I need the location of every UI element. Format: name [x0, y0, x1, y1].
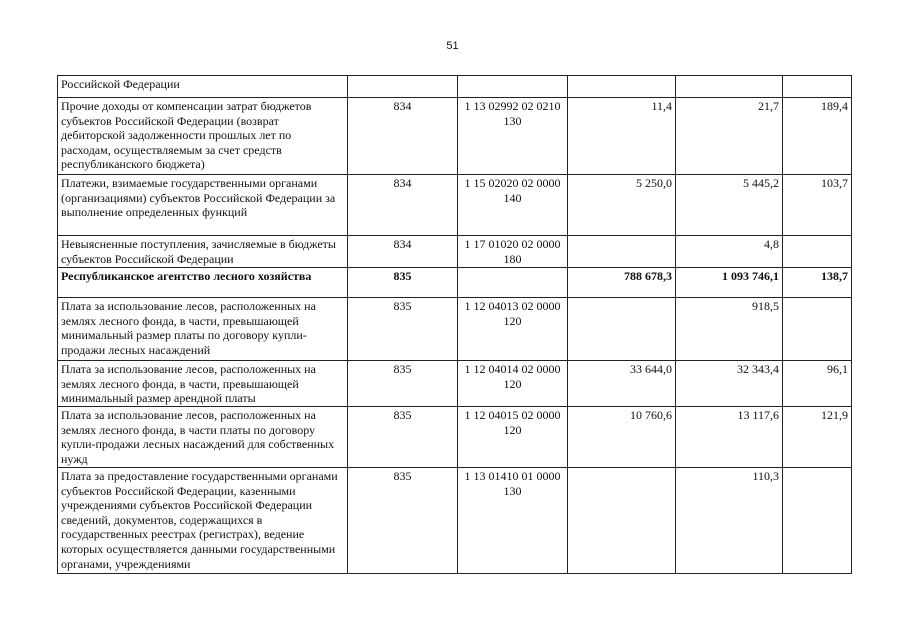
row-budget-code: [458, 268, 568, 298]
row-value-actual: 1 093 746,1: [676, 268, 783, 298]
row-name: Плата за использование лесов, расположенных на землях лесного фонда, в части платы по договору купли-продажи лесных насаждений для собственных нужд: [58, 407, 348, 468]
row-percent: 121,9: [783, 407, 852, 468]
row-percent: [783, 468, 852, 574]
row-budget-code: 1 12 04015 02 0000 120: [458, 407, 568, 468]
row-value-plan: 33 644,0: [568, 361, 676, 407]
table-row: [58, 298, 852, 361]
table-row: [58, 468, 852, 574]
table-row: [58, 175, 852, 236]
row-value-actual: 5 445,2: [676, 175, 783, 236]
row-value-actual: 13 117,6: [676, 407, 783, 468]
row-admin-code: 835: [348, 298, 458, 361]
row-value-plan: 11,4: [568, 98, 676, 175]
row-value-actual: 32 343,4: [676, 361, 783, 407]
row-value-actual: 918,5: [676, 298, 783, 361]
row-admin-code: 834: [348, 236, 458, 268]
row-value-plan: [568, 236, 676, 268]
row-admin-code: 834: [348, 98, 458, 175]
row-percent: [783, 236, 852, 268]
row-budget-code: 1 15 02020 02 0000 140: [458, 175, 568, 236]
row-name: Республиканское агентство лесного хозяйства: [58, 268, 348, 298]
row-budget-code: [458, 76, 568, 98]
row-budget-code: 1 12 04013 02 0000 120: [458, 298, 568, 361]
row-percent: 103,7: [783, 175, 852, 236]
row-admin-code: 835: [348, 407, 458, 468]
row-value-actual: 4,8: [676, 236, 783, 268]
row-value-plan: 788 678,3: [568, 268, 676, 298]
row-admin-code: 834: [348, 175, 458, 236]
row-value-plan: 10 760,6: [568, 407, 676, 468]
table-row: [58, 407, 852, 468]
row-name: Плата за предоставление государственными органами субъектов Российской Федерации, казенными учреждениями субъектов Российской Федерации сведений, документов, содержащихся в государственных реестрах (регистрах), ведение которых осуществляется данными государственными органами, учреждениями: [58, 468, 348, 574]
page-number: 51: [446, 40, 459, 52]
table-row: [58, 98, 852, 175]
row-name: Платежи, взимаемые государственными органами (организациями) субъектов Российской Федерации за выполнение определенных функций: [58, 175, 348, 236]
row-value-actual: 110,3: [676, 468, 783, 574]
row-admin-code: [348, 76, 458, 98]
row-value-plan: 5 250,0: [568, 175, 676, 236]
row-percent: 189,4: [783, 98, 852, 175]
row-name: Плата за использование лесов, расположенных на землях лесного фонда, в части, превышающей минимальный размер платы по договору купли-продажи лесных насаждений: [58, 298, 348, 361]
row-value-plan: [568, 76, 676, 98]
row-budget-code: 1 17 01020 02 0000 180: [458, 236, 568, 268]
row-budget-code: 1 13 01410 01 0000 130: [458, 468, 568, 574]
row-percent: 96,1: [783, 361, 852, 407]
row-budget-code: 1 13 02992 02 0210 130: [458, 98, 568, 175]
table-row: [58, 361, 852, 407]
table-row: [58, 236, 852, 268]
row-percent: 138,7: [783, 268, 852, 298]
row-admin-code: 835: [348, 468, 458, 574]
row-name: Невыясненные поступления, зачисляемые в бюджеты субъектов Российской Федерации: [58, 236, 348, 268]
row-value-plan: [568, 298, 676, 361]
row-value-plan: [568, 468, 676, 574]
row-value-actual: [676, 76, 783, 98]
table-row-group-header: [58, 268, 852, 298]
row-name: Российской Федерации: [58, 76, 348, 98]
revenue-table: [57, 75, 852, 574]
table-row: [58, 76, 852, 98]
row-percent: [783, 298, 852, 361]
row-budget-code: 1 12 04014 02 0000 120: [458, 361, 568, 407]
row-admin-code: 835: [348, 361, 458, 407]
row-name: Плата за использование лесов, расположенных на землях лесного фонда, в части, превышающей минимальный размер арендной платы: [58, 361, 348, 407]
row-name: Прочие доходы от компенсации затрат бюджетов субъектов Российской Федерации (возврат дебиторской задолженности прошлых лет по расходам, осуществляемым за счет средств республиканского бюджета): [58, 98, 348, 175]
row-admin-code: 835: [348, 268, 458, 298]
row-value-actual: 21,7: [676, 98, 783, 175]
row-percent: [783, 76, 852, 98]
